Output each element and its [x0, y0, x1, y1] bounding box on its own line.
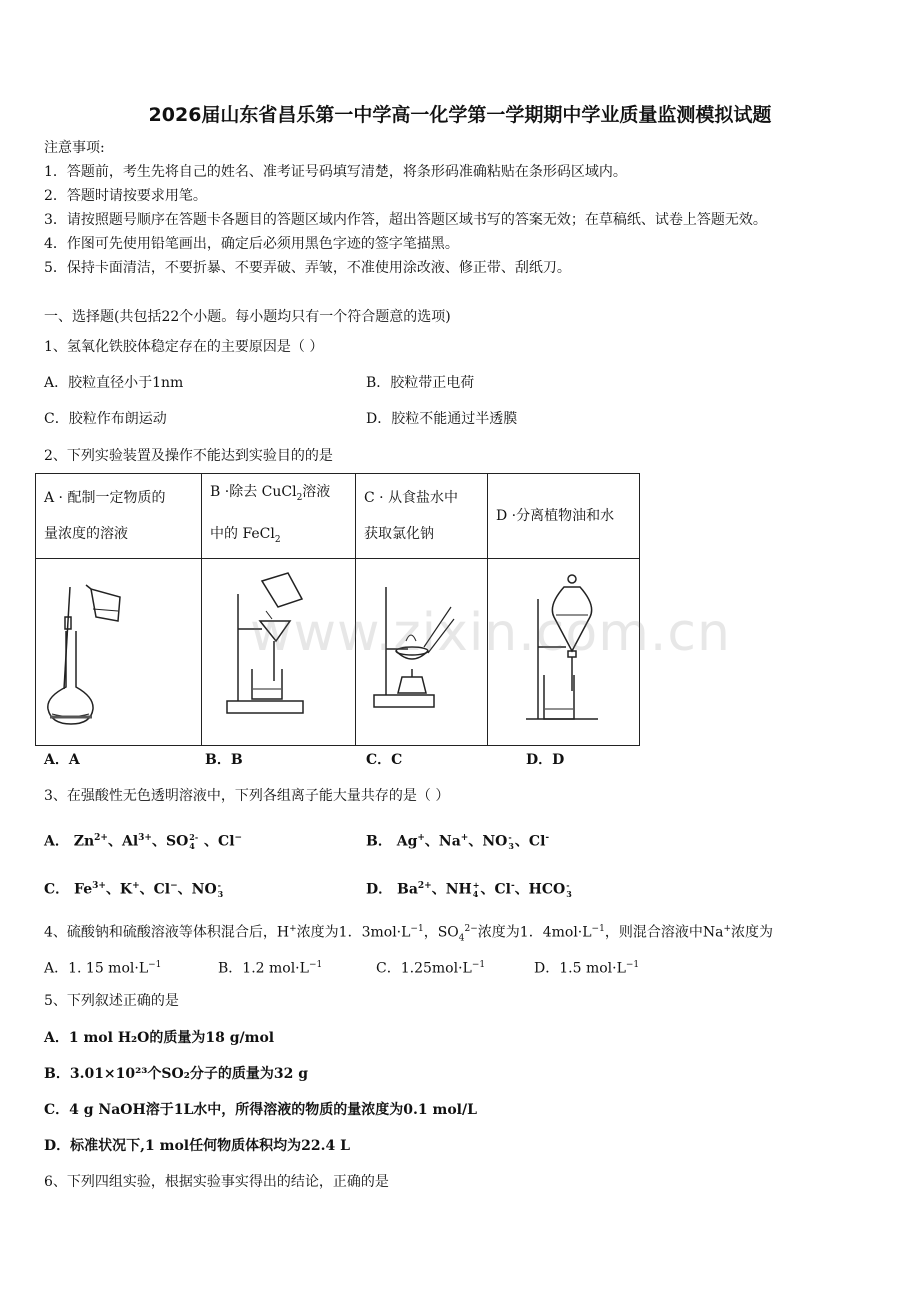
- q4-option-b: B．1.2 $mol\cdot L^{-1}$: [218, 960, 323, 977]
- q3-option-b: B． Ag+、Na+、NO - 3 、Cl-: [366, 831, 550, 851]
- header-d: [488, 474, 640, 559]
- q2-option-d: D．D: [526, 752, 565, 768]
- header-d-line1: D ·分离植物油和水: [496, 508, 615, 524]
- q2-option-a: A．A: [44, 752, 80, 768]
- q5-option-d: D．标准状况下,1 mol任何物质体积均为22.4 L: [44, 1138, 350, 1154]
- notice-item: 2．答题时请按要求用笔。: [44, 188, 207, 204]
- q1-option-b: B．胶粒带正电荷: [366, 375, 475, 391]
- notice-item: 1．答题前，考生先将自己的姓名、准考证号码填写清楚，将条形码准确粘贴在条形码区域内。: [44, 164, 627, 180]
- header-b: [202, 474, 356, 559]
- watermark: www.zixin.com.cn: [250, 603, 731, 663]
- notice-item: 5．保持卡面清洁，不要折暴、不要弄破、弄皱，不准使用涂改液、修正带、刮纸刀。: [44, 260, 571, 276]
- page-title: 2026届山东省昌乐第一中学高一化学第一学期期中学业质量监测模拟试题: [148, 104, 772, 126]
- apparatus-a-cell: [36, 559, 202, 746]
- header-c-line2: 获取氯化钠: [364, 526, 434, 542]
- notice-item: 3．请按照题号顺序在答题卡各题目的答题区域内作答，超出答题区域书写的答案无效；在草稿纸、试卷上答题无效。: [44, 212, 767, 228]
- q3-option-d: D． $Ba^{2+}$、NH + 4 、Cl-、HCO - 3: [366, 879, 572, 899]
- q5-stem: 5、下列叙述正确的是: [44, 993, 179, 1009]
- q4-option-a: A．1. 15 $mol\cdot L^{-1}$: [44, 960, 162, 977]
- header-c-line1: C · 从食盐水中: [364, 490, 459, 506]
- q1-option-d: D．胶粒不能通过半透膜: [366, 411, 518, 427]
- q3-stem: 3、在强酸性无色透明溶液中，下列各组离子能大量共存的是（ ）: [44, 788, 450, 804]
- q2-stem: 2、下列实验装置及操作不能达到实验目的的是: [44, 448, 333, 464]
- header-b-line2: 中的 FeCl$_2$: [210, 526, 281, 545]
- q6-stem: 6、下列四组实验，根据实验事实得出的结论，正确的是: [44, 1174, 389, 1190]
- q2-option-b: B．B: [205, 752, 243, 768]
- q5-option-a: A．1 mol H₂O的质量为18 g/mol: [44, 1030, 275, 1046]
- q4-stem: 4、硫酸钠和硫酸溶液等体积混合后，H+浓度为1．$3mol\cdot L^{-1}$，$SO_4^{2-}$浓度为1．$4mol\cdot L^{-1}$，则混合溶液中Na+浓度为: [44, 924, 773, 944]
- header-a-line1: A · 配制一定物质的: [44, 490, 166, 506]
- notice-item: 4．作图可先使用铅笔画出，确定后必须用黑色字迹的签字笔描黑。: [44, 236, 459, 252]
- q2-option-c: C．C: [366, 752, 403, 768]
- volumetric-flask-icon: [36, 559, 201, 741]
- q5-option-c: C．4 g NaOH溶于1L水中，所得溶液的物质的量浓度为0.1 mol/L: [44, 1102, 477, 1118]
- section-heading: 一、选择题(共包括22个小题。每小题均只有一个符合题意的选项): [44, 309, 451, 325]
- header-b-line1: B ·除去 CuCl$_2$溶液: [210, 484, 331, 503]
- q5-option-b: B．3.01×10²³个SO₂分子的质量为32 g: [44, 1066, 308, 1082]
- header-a: [36, 474, 202, 559]
- header-c: [356, 474, 488, 559]
- q4-option-d: D．1.5 $mol\cdot L^{-1}$: [534, 960, 640, 977]
- q3-option-a: A． $Zn^{2+}$、$Al^{3+}$、SO 2- 4 、Cl−: [44, 831, 243, 851]
- q4-option-c: C．$1.25mol\cdot L^{-1}$: [376, 960, 486, 977]
- q1-option-a: A．胶粒直径小于1nm: [44, 375, 184, 391]
- q3-option-c: C． $Fe^{3+}$、K+、Cl−、NO - 3: [44, 879, 224, 899]
- header-a-line2: 量浓度的溶液: [44, 526, 128, 542]
- q1-option-c: C．胶粒作布朗运动: [44, 411, 167, 427]
- notice-heading: 注意事项:: [44, 140, 105, 156]
- q1-stem: 1、氢氧化铁胶体稳定存在的主要原因是（ ）: [44, 339, 324, 355]
